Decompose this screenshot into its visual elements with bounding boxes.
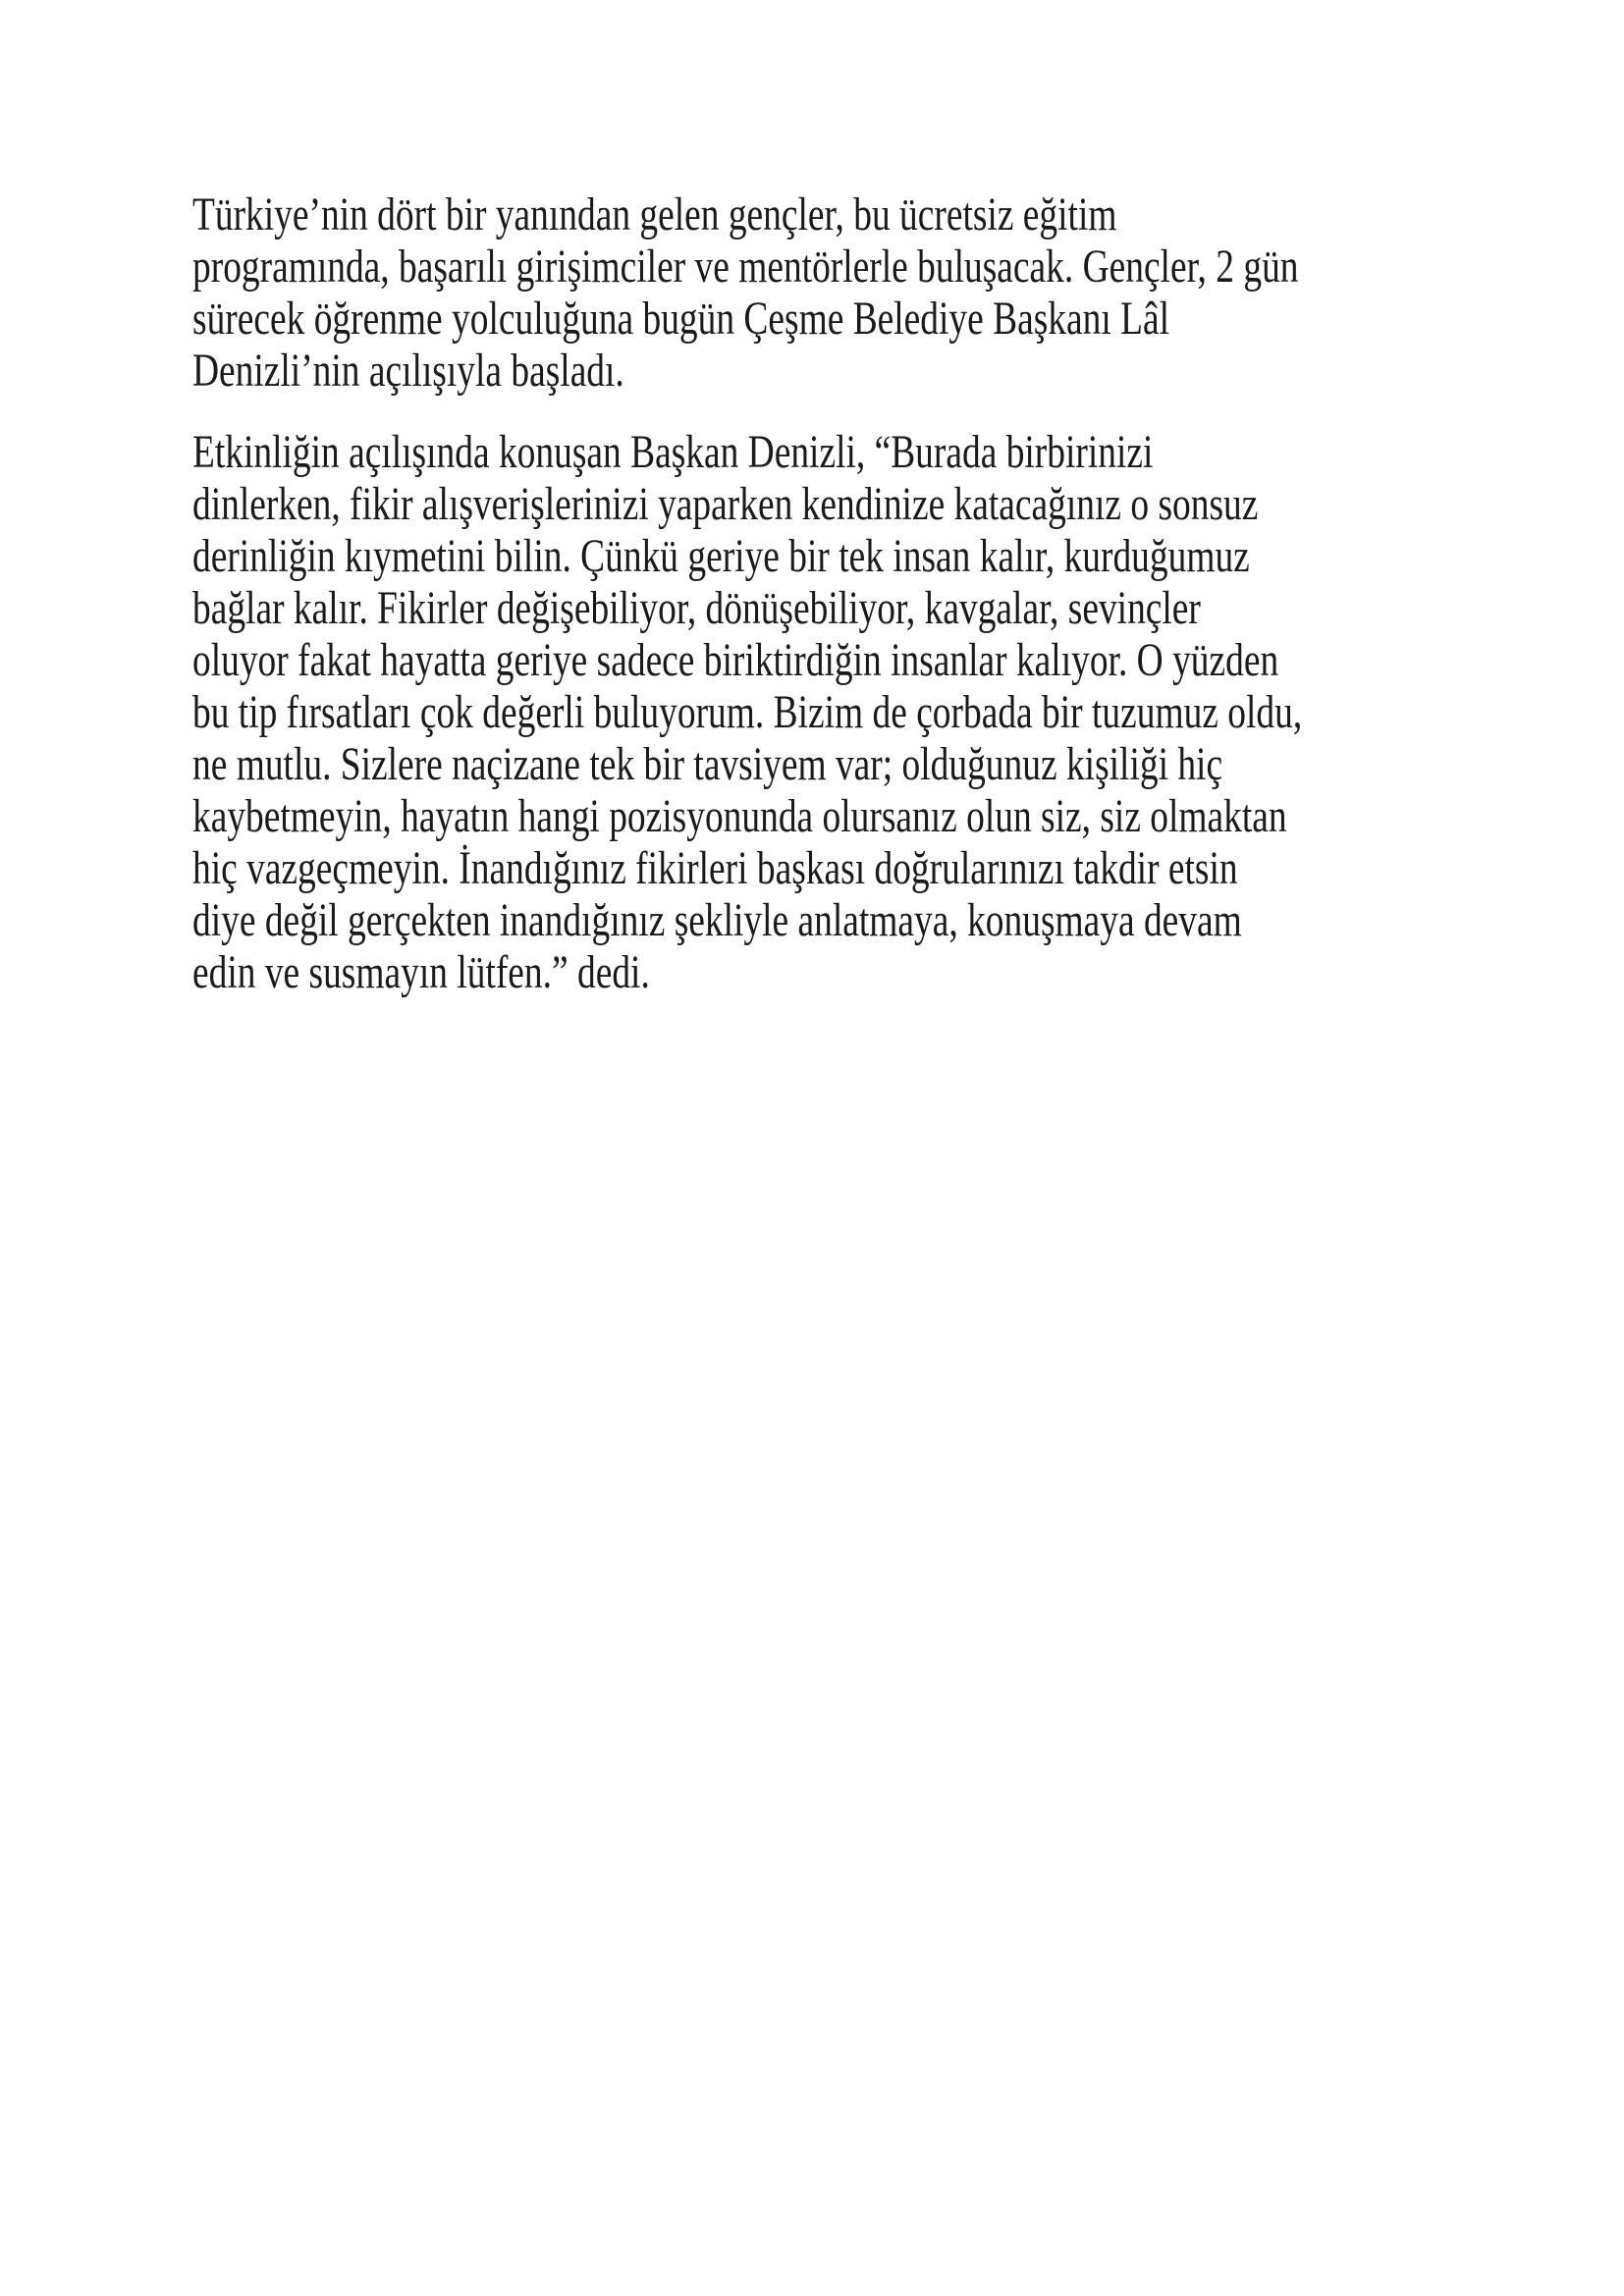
text-line: bu tip fırsatları çok değerli buluyorum. Bizim de çorbada bir tuzumuz oldu, — [192, 686, 1303, 738]
text-line: hiç vazgeçmeyin. İnandığınız fikirleri başkası doğrularınızı takdir etsin — [192, 842, 1238, 894]
text-line: Etkinliğin açılışında konuşan Başkan Denizli, “Burada birbirinizi — [192, 426, 1154, 478]
text-block — [192, 188, 1430, 1028]
text-line: edin ve susmayın lütfen.” dedi. — [192, 946, 650, 998]
text-line: dinlerken, fikir alışverişlerinizi yaparken kendinize katacağınız o sonsuz — [192, 478, 1259, 530]
text-line: kaybetmeyin, hayatın hangi pozisyonunda olursanız olun siz, siz olmaktan — [192, 790, 1287, 842]
text-line: oluyor fakat hayatta geriye sadece biriktirdiğin insanlar kalıyor. O yüzden — [192, 634, 1279, 686]
text-line: Türkiye’nin dört bir yanından gelen gençler, bu ücretsiz eğitim — [192, 188, 1117, 240]
text-line: derinliğin kıymetini bilin. Çünkü geriye bir tek insan kalır, kurduğumuz — [192, 530, 1250, 582]
text-line: diye değil gerçekten inandığınız şekliyle anlatmaya, konuşmaya devam — [192, 894, 1242, 946]
paragraph — [192, 188, 1430, 397]
text-line: bağlar kalır. Fikirler değişebiliyor, dönüşebiliyor, kavgalar, sevinçler — [192, 582, 1201, 634]
text-line: programında, başarılı girişimciler ve mentörlerle buluşacak. Gençler, 2 gün — [192, 240, 1299, 293]
paragraph — [192, 426, 1430, 998]
text-line: ne mutlu. Sizlere naçizane tek bir tavsiyem var; olduğunuz kişiliği hiç — [192, 738, 1223, 790]
text-line: sürecek öğrenme yolculuğuna bugün Çeşme Belediye Başkanı Lâl — [192, 293, 1169, 345]
text-line: Denizli’nin açılışıyla başladı. — [192, 345, 624, 397]
